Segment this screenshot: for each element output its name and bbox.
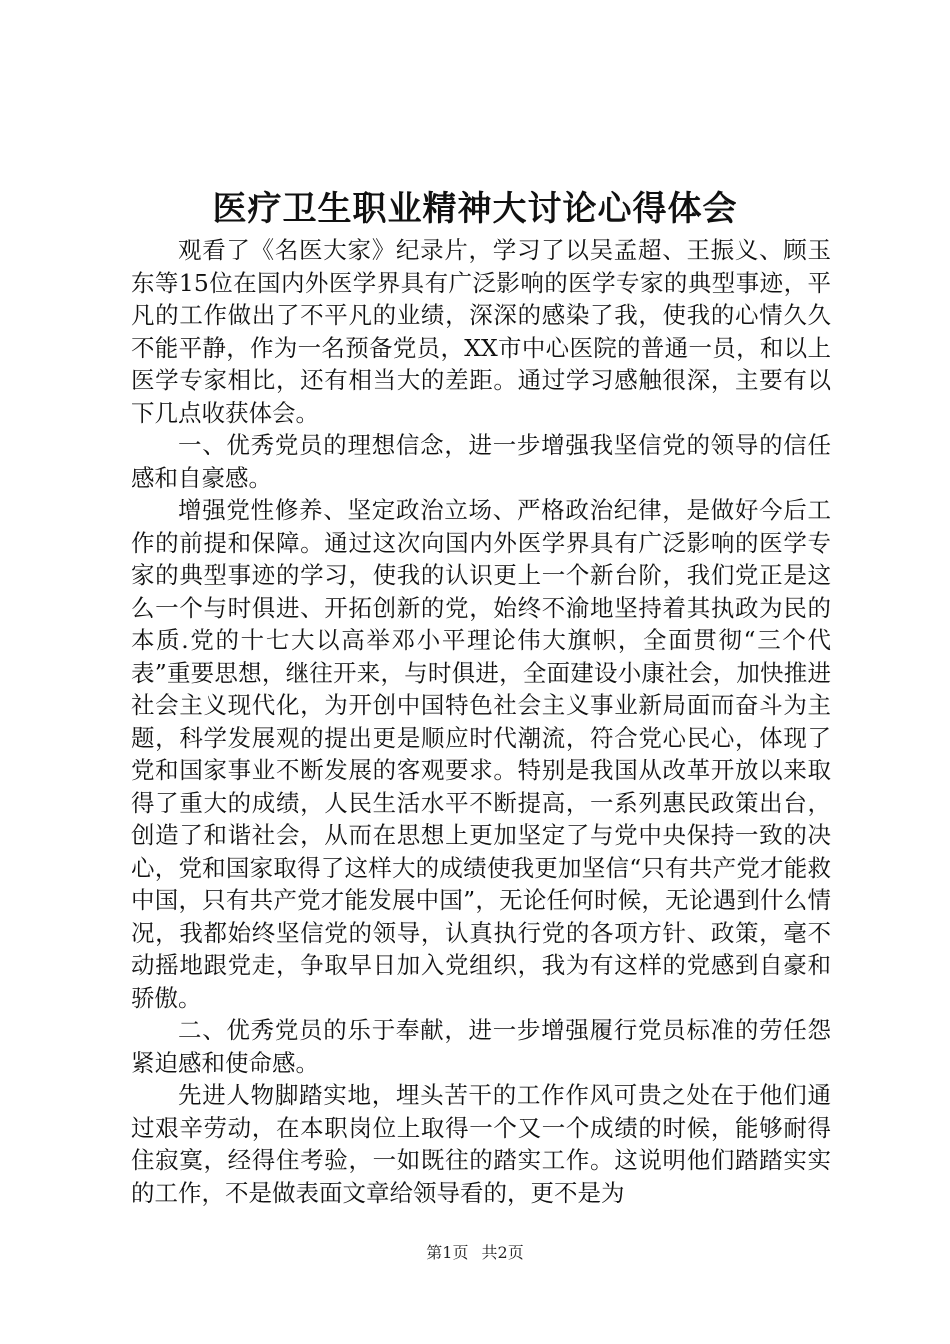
paragraph-section-2: 先进人物脚踏实地，埋头苦干的工作作风可贵之处在于他们通过艰辛劳动，在本职岗位上取得一个又一个成绩的时候，能够耐得住寂寞，经得住考验，一如既往的踏实工作。这说明他们踏踏实实的工作，不是做表面文章给领导看的，更不是为 [131, 1081, 831, 1207]
paragraph-heading-1: 一、优秀党员的理想信念，进一步增强我坚信党的领导的信任感和自豪感。 [131, 431, 831, 492]
document-body [131, 234, 831, 1209]
paragraph-section-1: 增强党性修养、坚定政治立场、严格政治纪律，是做好今后工作的前提和保障。通过这次向国内外医学界具有广泛影响的医学专家的典型事迹的学习，使我的认识更上一个新台阶，我们党正是这么一个与时俱进、开拓创新的党，始终不渝地坚持着其执政为民的本质.党的十七大以高举邓小平理论伟大旗帜，全面贯彻“三个代表”重要思想，继往开来，与时俱进，全面建设小康社会，加快推进社会主义现代化，为开创中国特色社会主义事业新局面而奋斗为主题，科学发展观的提出更是顺应时代潮流，符合党心民心，体现了党和国家事业不断发展的客观要求。特别是我国从改革开放以来取得了重大的成绩，人民生活水平不断提高，一系列惠民政策出台，创造了和谐社会，从而在思想上更加坚定了与党中央保持一致的决心，党和国家取得了这样大的成绩使我更加坚信“只有共产党才能救中国，只有共产党才能发展中国”，无论任何时候，无论遇到什么情况，我都始终坚信党的领导，认真执行党的各项方针、政策，毫不动摇地跟党走，争取早日加入党组织，我为有这样的党感到自豪和骄傲。 [131, 496, 831, 1012]
page-total: 共2页 [481, 1243, 524, 1262]
paragraph-heading-2: 二、优秀党员的乐于奉献，进一步增强履行党员标准的劳任怨紧迫感和使命感。 [131, 1016, 831, 1077]
page-number: 第1页 [426, 1243, 469, 1262]
page-footer [0, 1241, 950, 1265]
paragraph-intro: 观看了《名医大家》纪录片，学习了以吴孟超、王振义、顾玉东等15位在国内外医学界具有广泛影响的医学专家的典型事迹，平凡的工作做出了不平凡的业绩，深深的感染了我，使我的心情久久不能平静，作为一名预备党员，XX市中心医院的普通一员，和以上医学专家相比，还有相当大的差距。通过学习感触很深，主要有以下几点收获体会。 [131, 236, 831, 427]
document-title: 医疗卫生职业精神大讨论心得体会 [212, 189, 738, 229]
